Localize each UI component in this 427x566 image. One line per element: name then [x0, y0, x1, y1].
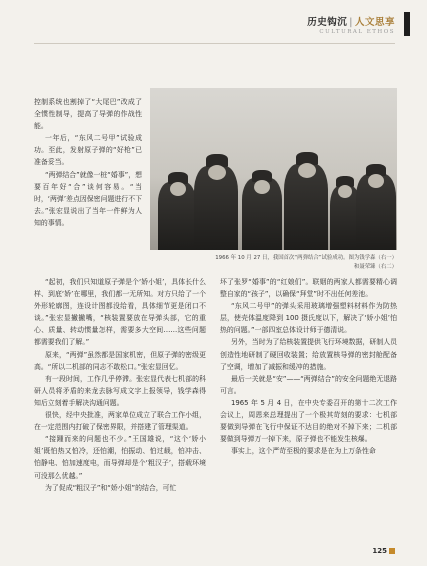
- photo-face: [170, 182, 186, 196]
- section-name: 历史钩沉: [307, 17, 348, 28]
- paragraph: 很快，经中央批准，两家单位成立了联合工作小组，在一定范围内打破了保密界限，并搭建了管理渠道。: [34, 411, 206, 432]
- left-column: [34, 96, 142, 229]
- photo-face: [338, 185, 352, 198]
- subsection-name: 人文思享: [354, 17, 395, 28]
- photo-face: [298, 163, 316, 178]
- paragraph: 为了促成“粗汉子”和“娇小姐”的结合，可忙: [45, 483, 177, 492]
- photo-face: [208, 165, 226, 180]
- paragraph: 控制系统也割掉了“大尾巴”改成了全惯性制导，提高了导弹的作战性能。: [34, 98, 142, 131]
- section-english: CULTURAL ETHOS: [319, 29, 395, 35]
- paragraph: 最后一关就是“安”——“两弹结合”的安全问题绝无退路可言。: [220, 374, 397, 395]
- paragraph: 一年后，“东风二号甲”试验成功。至此，发射原子弹的“好枪”已准备妥当。: [34, 134, 142, 167]
- page-number: [372, 547, 395, 555]
- caption-line: 1966 年 10 月 27 日，我国首次“两弹结合”试验成功。图为钱学森（右一）: [215, 255, 397, 261]
- paragraph: 坏了张罗“婚事”的“红娘们”。联姻的两家人都需要精心调整自家的“孩子”，以确保“拜堂”时不出任何差池。: [220, 278, 397, 299]
- page-number-marker: [389, 548, 395, 554]
- header-rule: [34, 43, 395, 44]
- paragraph: 另外，当时为了给核装置提供飞行环境数据，研制人员创造性地研制了硬回收装置；给放置核导弹的密封舱配备了空调，增加了减振和缓冲的措施。: [220, 338, 397, 371]
- title-separator: |: [349, 17, 353, 28]
- paragraph: 事实上，这个严苛至极的要求是在为上万条性命: [231, 447, 376, 456]
- paragraph: “起初，我们只知道原子弹是个‘娇小姐’，具体长什么样、到底‘娇’在哪里，我们都一无所知。对方只给了一个外形轮廓图，连设计图都没给看，具体细节更是闭口不谈。”张宏显撇撇嘴，“核装置要放在导弹头部，它的重心、质量、转动惯量怎样，需要多大空间……这些问题都需要我们了解。”: [34, 278, 206, 347]
- photo-caption: [150, 254, 397, 272]
- historical-photo: [150, 88, 397, 250]
- photo-face: [254, 180, 270, 194]
- paragraph: 原来，“两弹”虽然都是国家机密，但原子弹的密级更高。“所以二机部的同志不敢松口。”张宏显回忆。: [34, 350, 206, 371]
- paragraph: “接踵而来的问题也不少。”王国雄说，“这个‘娇小姐’既怕热又怕冷，还怕潮，怕振动、怕过载，怕冲击、怕静电、怕加速度电，而导弹却是个‘粗汉子’，搭载环境可没那么优越。”: [34, 435, 206, 480]
- header-bar-decoration: [404, 12, 410, 36]
- paragraph: 1965 年 5 月 4 日，在中央专委召开的第十二次工作会议上，周恩来总理提出了一个极其苛刻的要求：七机部要做到导弹在飞行中保证不达目的绝对不掉下来；二机部要做到导弹万一掉下来，原子弹也不能发生核爆。: [220, 398, 397, 444]
- photo-face: [368, 174, 384, 188]
- section-header: [307, 14, 395, 35]
- lower-left-column: [34, 276, 206, 494]
- paragraph: “两弹结合”就像一桩“婚事”，想要百年好“合”谈何容易。“当时，‘两弹’差点因保密问题进行不下去。”张宏显说出了当年一件鲜为人知的事情。: [34, 170, 142, 227]
- paragraph: 有一段时间，工作几乎停滞。张宏显代表七机部的科研人员将矛盾的来龙去脉写成文字上报领导，钱学森得知后立刻着手解决沟通问题。: [34, 374, 206, 407]
- right-column: [220, 276, 397, 457]
- page-number-text: 125: [372, 547, 387, 555]
- paragraph: “东风二号甲”的弹头采用玻璃增强塑料材料作为防热层，使壳体温度降到 100 摄氏度以下，解决了‘娇小姐’怕热的问题。”一部四室总体设计师于德清说。: [220, 302, 397, 335]
- section-title: [307, 14, 395, 28]
- caption-line: 和聂荣臻（右二）: [353, 264, 397, 270]
